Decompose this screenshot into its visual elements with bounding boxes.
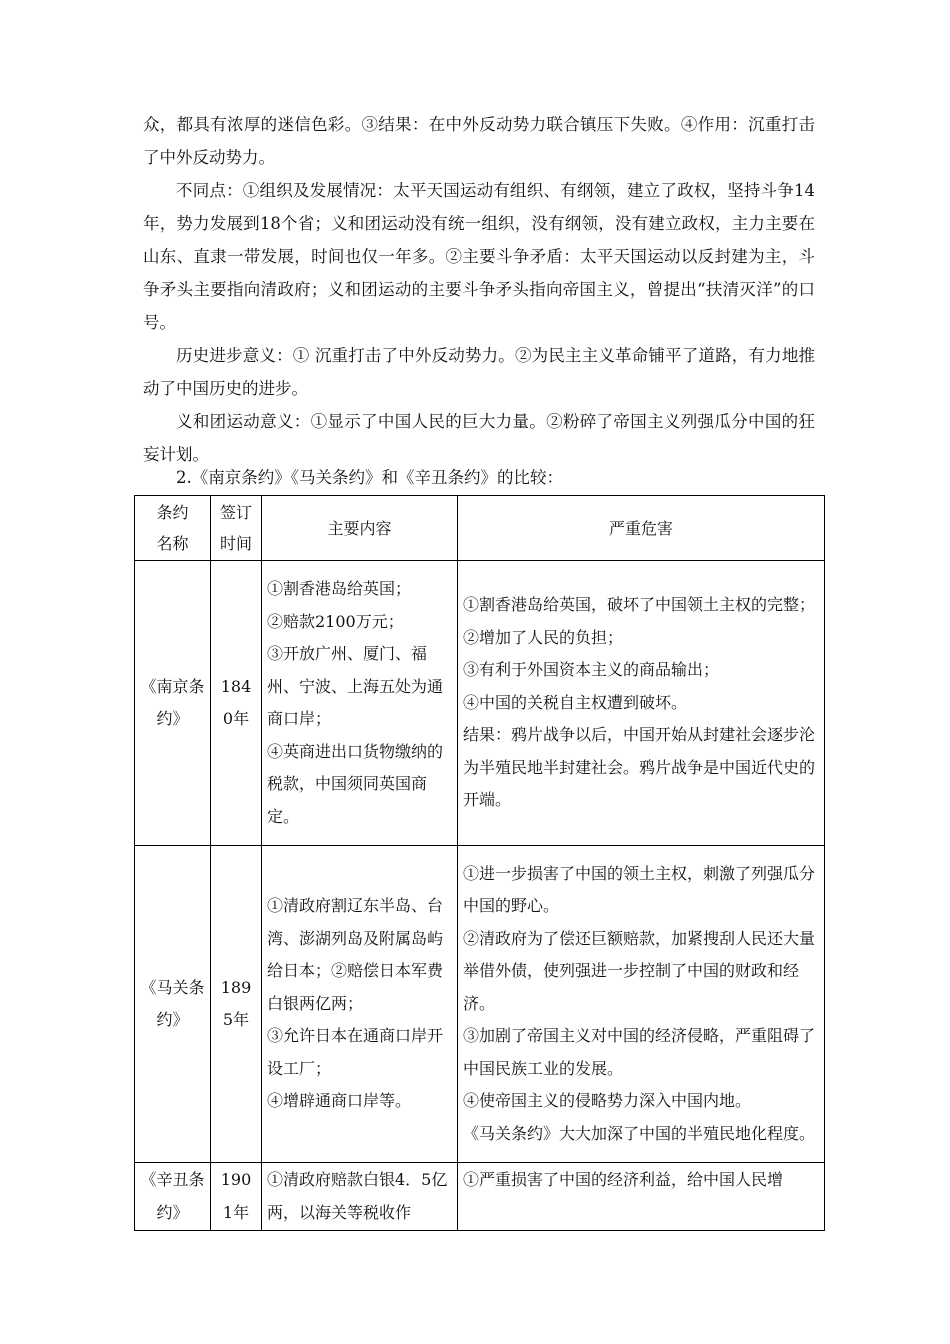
harm-item: ②清政府为了偿还巨额赔款，加紧搜刮人民还大量举借外债，使列强进一步控制了中国的财政和经济。 xyxy=(463,928,816,1013)
treaty-content-cell xyxy=(262,1163,458,1231)
header-treaty-name-line: 名称 xyxy=(156,534,189,553)
content-item: ①清政府割辽东半岛、台湾、澎湖列岛及附属岛屿给日本；②赔偿日本军费白银两亿两； xyxy=(267,896,444,1013)
treaty-name-cell: 《马关条约》 xyxy=(135,846,211,1163)
harm-item: ④使帝国主义的侵略势力深入中国内地。 xyxy=(463,1091,752,1111)
treaty-harm-cell xyxy=(458,1163,825,1231)
header-main-content: 主要内容 xyxy=(262,496,458,561)
harm-item: ②增加了人民的负担； xyxy=(463,627,624,647)
treaty-name-cell: 《辛丑条约》 xyxy=(135,1163,211,1231)
table-row xyxy=(135,1163,825,1231)
paragraph-boxer-significance: 义和团运动意义：①显示了中国人民的巨大力量。②粉碎了帝国主义列强瓜分中国的狂妄计划。 xyxy=(143,412,815,464)
harm-item: ①割香港岛给英国，破坏了中国领土主权的完整； xyxy=(463,595,816,615)
treaty-date-cell: 1840年 xyxy=(211,561,262,846)
content-item: ④英商进出口货物缴纳的税款，中国须同英国商定。 xyxy=(267,741,444,826)
table-row xyxy=(135,846,825,1163)
header-treaty-name-line: 条约 xyxy=(156,503,189,522)
harm-item: ①严重损害了中国的经济利益，给中国人民增 xyxy=(463,1170,784,1189)
content-item: ④增辟通商口岸等。 xyxy=(267,1091,412,1111)
treaty-content-cell xyxy=(262,561,458,846)
treaty-date-cell: 1895年 xyxy=(211,846,262,1163)
harm-item: ③有利于外国资本主义的商品输出； xyxy=(463,660,720,680)
table-header-row xyxy=(135,496,825,561)
paragraph-common-ending: 众，都具有浓厚的迷信色彩。③结果：在中外反动势力联合镇压下失败。④作用：沉重打击了中外反动势力。 xyxy=(143,115,815,167)
header-signing-date xyxy=(211,496,262,561)
treaty-content-cell xyxy=(262,846,458,1163)
content-item: ②赔款2100万元； xyxy=(267,611,404,631)
treaty-name-cell: 《南京条约》 xyxy=(135,561,211,846)
treaty-harm-cell xyxy=(458,561,825,846)
treaty-harm-cell xyxy=(458,846,825,1163)
header-serious-harm: 严重危害 xyxy=(458,496,825,561)
harm-item: ③加剧了帝国主义对中国的经济侵略，严重阻碍了中国民族工业的发展。 xyxy=(463,1026,816,1078)
content-item: ①割香港岛给英国； xyxy=(267,579,412,598)
harm-result: 《马关条约》大大加深了中国的半殖民地化程度。 xyxy=(463,1123,816,1143)
treaty-comparison-table xyxy=(134,495,825,1231)
paragraph-historical-significance: 历史进步意义：① 沉重打击了中外反动势力。②为民主主义革命铺平了道路，有力地推动了中国历史的进步。 xyxy=(143,346,815,398)
treaty-date-cell: 1901年 xyxy=(211,1163,262,1231)
content-item: ③开放广州、厦门、福州、宁波、上海五处为通商口岸； xyxy=(267,644,444,728)
header-signing-date-line: 时间 xyxy=(219,534,252,553)
harm-item: ④中国的关税自主权遭到破坏。 xyxy=(463,692,688,712)
header-signing-date-line: 签订 xyxy=(219,503,252,522)
body-text xyxy=(143,108,815,471)
harm-result: 结果：鸦片战争以后，中国开始从封建社会逐步沦为半殖民地半封建社会。鸦片战争是中国近代史的开端。 xyxy=(463,725,816,810)
header-treaty-name xyxy=(135,496,211,561)
table-row xyxy=(135,561,825,846)
table-caption: 2.《南京条约》《马关条约》和《辛丑条约》的比较： xyxy=(176,468,563,487)
content-item: ①清政府赔款白银4．5亿两，以海关等税收作 xyxy=(267,1170,448,1222)
harm-item: ①进一步损害了中国的领土主权，刺激了列强瓜分中国的野心。 xyxy=(463,863,816,916)
paragraph-differences: 不同点：①组织及发展情况：太平天国运动有组织、有纲领，建立了政权，坚持斗争14年，势力发展到18个省；义和团运动没有统一组织，没有纲领，没有建立政权，主力主要在山东、直隶一带发展，时间也仅一年多。②主要斗争矛盾：太平天国运动以反封建为主，斗争矛头主要指向清政府；义和团运动的主要斗争矛头指向帝国主义，曾提出“扶清灭洋”的口号。 xyxy=(143,181,815,332)
content-item: ③允许日本在通商口岸开设工厂； xyxy=(267,1026,444,1078)
